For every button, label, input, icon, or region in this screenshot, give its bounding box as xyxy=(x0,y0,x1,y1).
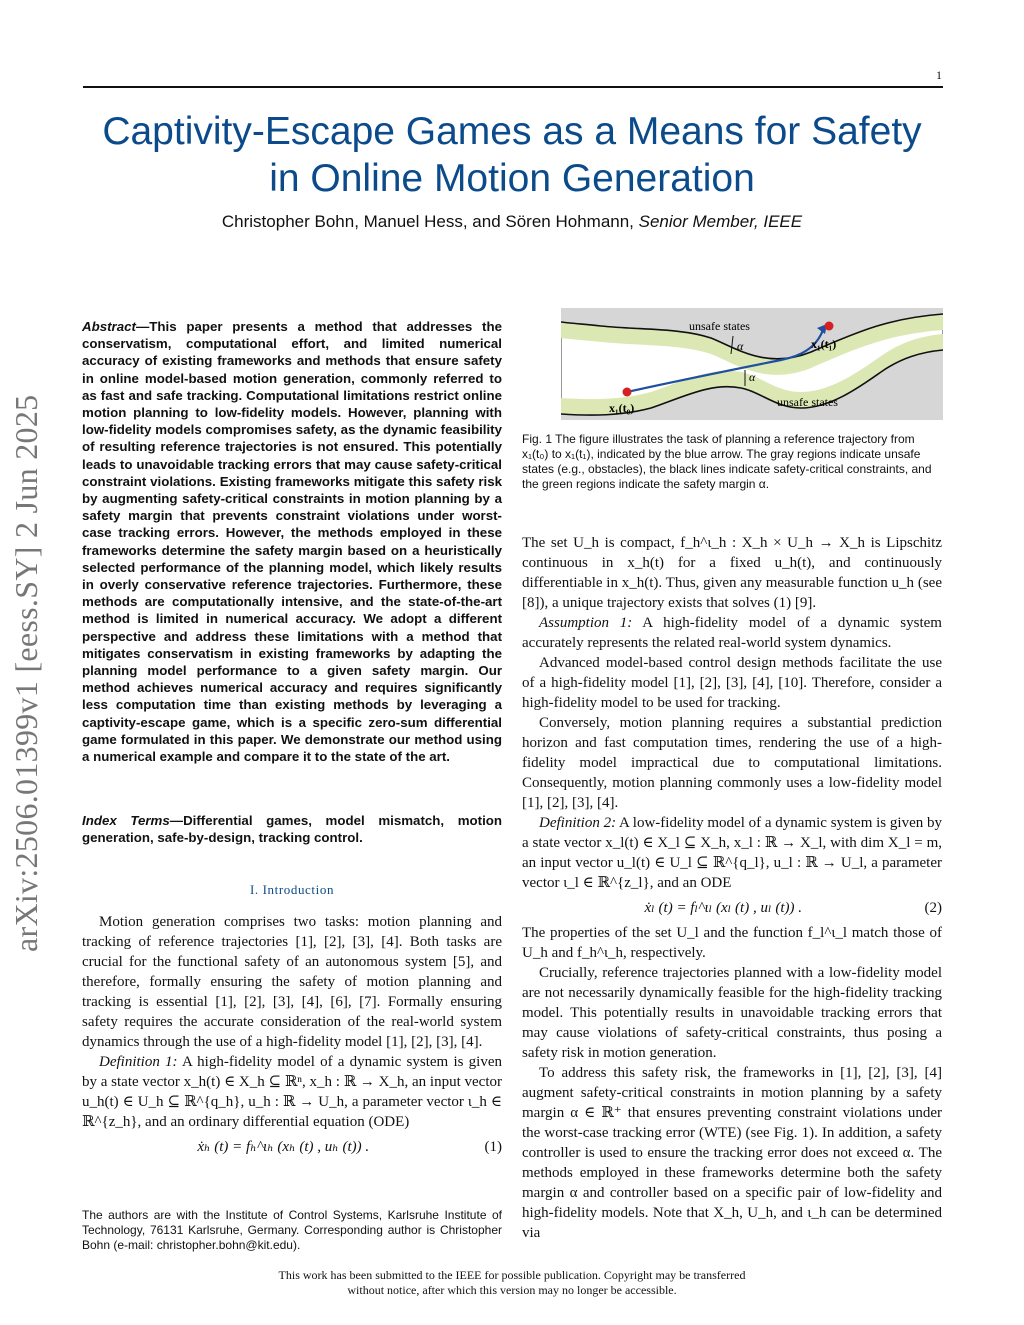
label-unsafe-bottom: unsafe states xyxy=(777,395,838,409)
page-footer xyxy=(0,1268,1024,1298)
label-start: x₁(t₀) xyxy=(609,401,635,415)
footer-line-2: without notice, after which this version may no longer be accessible. xyxy=(347,1283,677,1297)
paragraph-advanced-control: Advanced model-based control design methods facilitate the use of a high-fidelity model [1], [2], [3], [4], [10]. Therefore, consider a high-fidelity model to be used for tracking. xyxy=(522,655,942,711)
authors: Christopher Bohn, Manuel Hess, and Sören Hohmann, xyxy=(221,212,634,231)
assumption-1-label: Assumption 1: xyxy=(539,615,633,631)
assumption-1-text: A high-fidelity model of a dynamic system accurately represents the related real-world system dynamics. xyxy=(522,615,942,651)
paragraph-crucially: Crucially, reference trajectories planned with a low-fidelity model are not necessarily dynamically feasible for the high-fidelity tracking model. This potentially results in unavoidable tracking errors that may cause violations of safety-critical constraints, thus posing a safety risk in motion generation. xyxy=(522,965,942,1061)
definition-2-label: Definition 2: xyxy=(539,815,617,831)
equation-2-formula: ẋₗ (t) = fₗ^ιₗ (xₗ (t) , uₗ (t)) . xyxy=(644,900,802,916)
index-terms-label: Index Terms xyxy=(82,813,170,828)
label-alpha-top: α xyxy=(737,339,744,353)
assumption-1 xyxy=(522,613,942,653)
equation-1 xyxy=(82,1132,502,1162)
definition-2 xyxy=(522,813,942,893)
start-point xyxy=(623,388,632,397)
label-alpha-bottom: α xyxy=(749,370,756,384)
abstract xyxy=(82,318,502,765)
equation-1-formula: ẋₕ (t) = fₕ^ιₕ (xₕ (t) , uₕ (t)) . xyxy=(197,1139,370,1155)
definition-1-text-a: A high-fidelity model of a dynamic system is given by a state vector xyxy=(82,1054,502,1090)
index-terms-text: —Differential games, model mismatch, motion generation, safe-by-design, tracking control. xyxy=(82,813,503,846)
section-heading-introduction: I. Introduction xyxy=(249,882,335,897)
paragraph-safety-risk: To address this safety risk, the frameworks in [1], [2], [3], [4] augment safety-critical constraints in motion planning by a safety margin α ∈ ℝ⁺ that ensures preventing constraint violations under the worst-case tracking error (WTE) (see Fig. 1). In addition, a safety controller is used to ensure the tracking error does not exceed α. The methods employed in these frameworks determine both the safety margin α and controller based on a specific pair of low-fidelity and high-fidelity models. Note that X_h, U_h, and ι_h can be determined via xyxy=(522,1065,942,1241)
equation-1-number: (1) xyxy=(484,1139,502,1155)
intro-paragraph-1: Motion generation comprises two tasks: motion planning and tracking of reference trajectories [1], [2], [3], [4]. Both tasks are crucial for the functional safety of an autonomous system [5], and therefore, formally ensuring the safety of motion planning and tracking is essential [1], [2], [3], [4], [6], [7]. Formally ensuring safety requires the accurate consideration of the real-world system dynamics through the use of a high-fidelity model [1], [2], [3], [4]. xyxy=(82,914,502,1050)
abstract-text: —This paper presents a method that addresses the conservatism, computational effort, and limited numerical accuracy of existing frameworks and methods that ensure safety in online model-based motion generation, commonly referred to as fast and safe tracking. Computational limitations restrict online motion planning to low-fidelity models. However, planning with low-fidelity models compromises safety, as the dynamic feasibility of resulting reference trajectories is not ensured. This potentially leads to unavoidable tracking errors that may cause safety-critical constraint violations. Existing frameworks mitigate this safety risk by augmenting safety-critical constraints in motion planning by a safety margin that prevents constraint violations under worst-case tracking errors. However, the methods employed in these frameworks determine the safety margin based on a heuristically selected performance of the planning model, which likely results in overly conservative reference trajectories. Furthermore, these methods are computationally intensive, and the state-of-the-art method is limited in numerical accuracy. We adopt a different perspective and address these limitations with a method that mitigates conservatism in existing frameworks by adapting the planning model performance to a given safety margin. Our method achieves numerical accuracy and requires significantly less computation time than existing methods by leveraging a captivity-escape game, which is a specific zero-sum differential game formulated in this paper. We demonstrate our method using a numerical example and compare it to the state of the art. xyxy=(82,319,502,765)
figure-1 xyxy=(561,308,943,420)
paper-title xyxy=(60,108,964,202)
label-end: x₁(t₁) xyxy=(811,337,837,351)
arxiv-stamp: arXiv:2506.01399v1 [eess.SY] 2 Jun 2025 xyxy=(8,394,44,952)
equation-2-number: (2) xyxy=(924,900,942,916)
author-list xyxy=(60,212,964,232)
definition-1-label: Definition 1: xyxy=(99,1054,178,1070)
author-suffix: Senior Member, IEEE xyxy=(638,212,803,231)
column-left-body xyxy=(82,912,502,1162)
paragraph-conversely: Conversely, motion planning requires a substantial prediction horizon and fast computation times, rendering the use of a high-fidelity model impractical due to computational limitations. Consequently, motion planning commonly uses a low-fidelity model [1], [2], [3], [4]. xyxy=(522,715,942,811)
footer-line-1: This work has been submitted to the IEEE for possible publication. Copyright may be transferred xyxy=(278,1268,746,1282)
author-footnote: The authors are with the Institute of Control Systems, Karlsruhe Institute of Technology, 76131 Karlsruhe, Germany. Corresponding author is Christopher Bohn (e-mail: christopher.bohn@kit.edu). xyxy=(82,1208,502,1252)
definition-2-text: A low-fidelity model of a dynamic system is given by a state vector x_l(t) ∈ X_l ⊆ X_h, x_l : ℝ → X_l, with dim X_l = m, an input vector u_l(t) ∈ U_l ⊆ ℝ^{q_l}, u_l : ℝ → U_l, a parameter vector ι_l ∈ ℝ^{z_l}, and an ODE xyxy=(522,815,942,891)
equation-2 xyxy=(522,893,942,923)
page-number: 1 xyxy=(936,68,942,82)
paragraph-set-compact: The set U_h is compact, f_h^ι_h : X_h × U_h → X_h is Lipschitz continuous in x_h(t) for a fixed u_h(t), and continuously differentiable in x_h(t). Thus, given any measurable function u_h (see [8]), a unique trajectory exists that solves (1) [9]. xyxy=(522,535,942,611)
abstract-label: Abstract xyxy=(82,319,136,334)
column-right-body xyxy=(522,533,942,1243)
title-line-2: in Online Motion Generation xyxy=(269,157,755,200)
paragraph-properties: The properties of the set U_l and the function f_l^ι_l match those of U_h and f_h^ι_h, respectively. xyxy=(522,925,942,961)
definition-1-text-b: x_h(t) ∈ X_h ⊆ ℝⁿ, x_h : ℝ → X_h, an input vector u_h(t) ∈ U_h ⊆ ℝ^{q_h}, u_h : ℝ → U_h, a parameter vector ι_h ∈ ℝ^{z_h}, and an ordinary differential equation (ODE) xyxy=(82,1074,503,1130)
figure-1-caption: Fig. 1 The figure illustrates the task of planning a reference trajectory from x₁(t₀) to x₁(t₁), indicated by the blue arrow. The gray regions indicate unsafe states (e.g., obstacles), the black lines indicate safety-critical constraints, and the green regions indicate the safety margin α. xyxy=(522,432,932,491)
header-rule xyxy=(83,86,943,88)
title-line-1: Captivity-Escape Games as a Means for Safety xyxy=(102,110,922,153)
end-point xyxy=(825,322,834,331)
index-terms xyxy=(82,812,502,846)
label-unsafe-top: unsafe states xyxy=(689,319,750,333)
definition-1 xyxy=(82,1052,502,1132)
